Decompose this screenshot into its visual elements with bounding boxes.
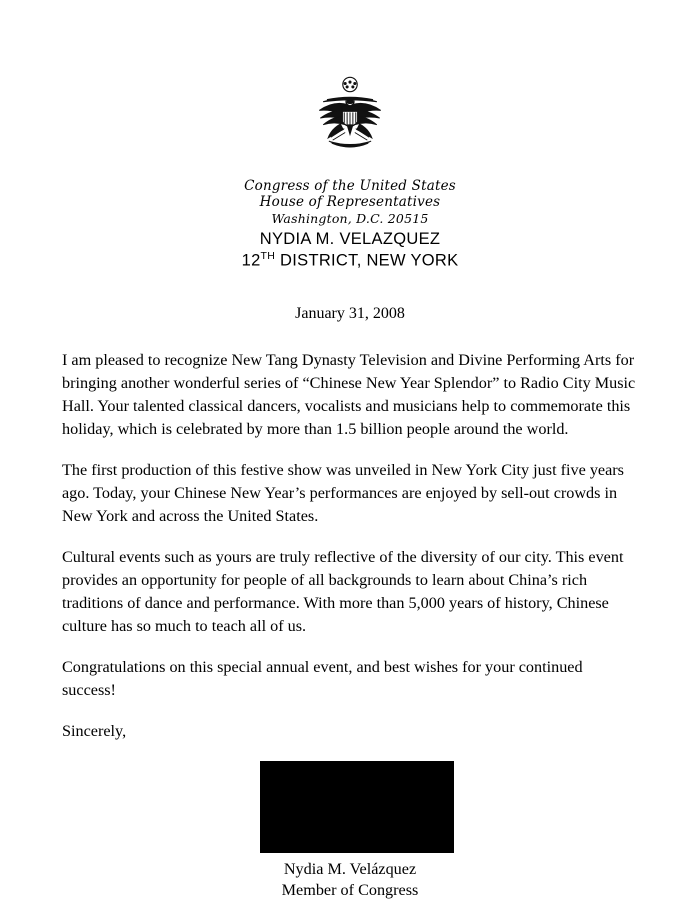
seal-container (0, 0, 700, 168)
great-seal-icon (302, 72, 398, 168)
letterhead-line-house: House of Representatives (259, 194, 441, 211)
closing-salutation: Sincerely, (62, 721, 127, 740)
paragraph-4: Congratulations on this special annual event, and best wishes for your continued success! (62, 657, 583, 699)
representative-district (0, 250, 700, 271)
signature-redaction-block (260, 761, 454, 853)
letter-body (62, 349, 638, 743)
paragraph-2: The first production of this festive show was unveiled in New York City just five years ago. Today, your Chinese New Year’s performances are enjoyed by sell-out crowds in New York and across the United States. (62, 460, 624, 525)
signature-name: Nydia M. Velázquez (283, 859, 417, 878)
paragraph-3: Cultural events such as yours are truly reflective of the diversity of our city. This event provides an opportunity for people of all backgrounds to learn about China’s rich traditions of dance and performance. With more than 5,000 years of history, Chinese culture has so much to teach all of us. (62, 547, 624, 635)
district-rest: DISTRICT, NEW YORK (275, 251, 459, 270)
district-number: 12 (241, 251, 261, 270)
district-ordinal: TH (260, 250, 276, 263)
signature-title: Member of Congress (281, 881, 419, 899)
letterhead (0, 178, 700, 271)
letterhead-line-address: Washington, D.C. 20515 (271, 210, 429, 226)
letterhead-line-congress: Congress of the United States (244, 178, 456, 194)
representative-name: NYDIA M. VELAZQUEZ (259, 230, 441, 249)
letter-date: January 31, 2008 (295, 304, 405, 322)
signature-area (0, 761, 700, 901)
paragraph-1: I am pleased to recognize New Tang Dynasty Television and Divine Performing Arts for bringing another wonderful series of “Chinese New Year Splendor” to Radio City Music Hall. Your talented classical dancers, vocalists and musicians help to commemorate this holiday, which is celebrated by more than 1.5 billion people around the world. (62, 350, 636, 438)
